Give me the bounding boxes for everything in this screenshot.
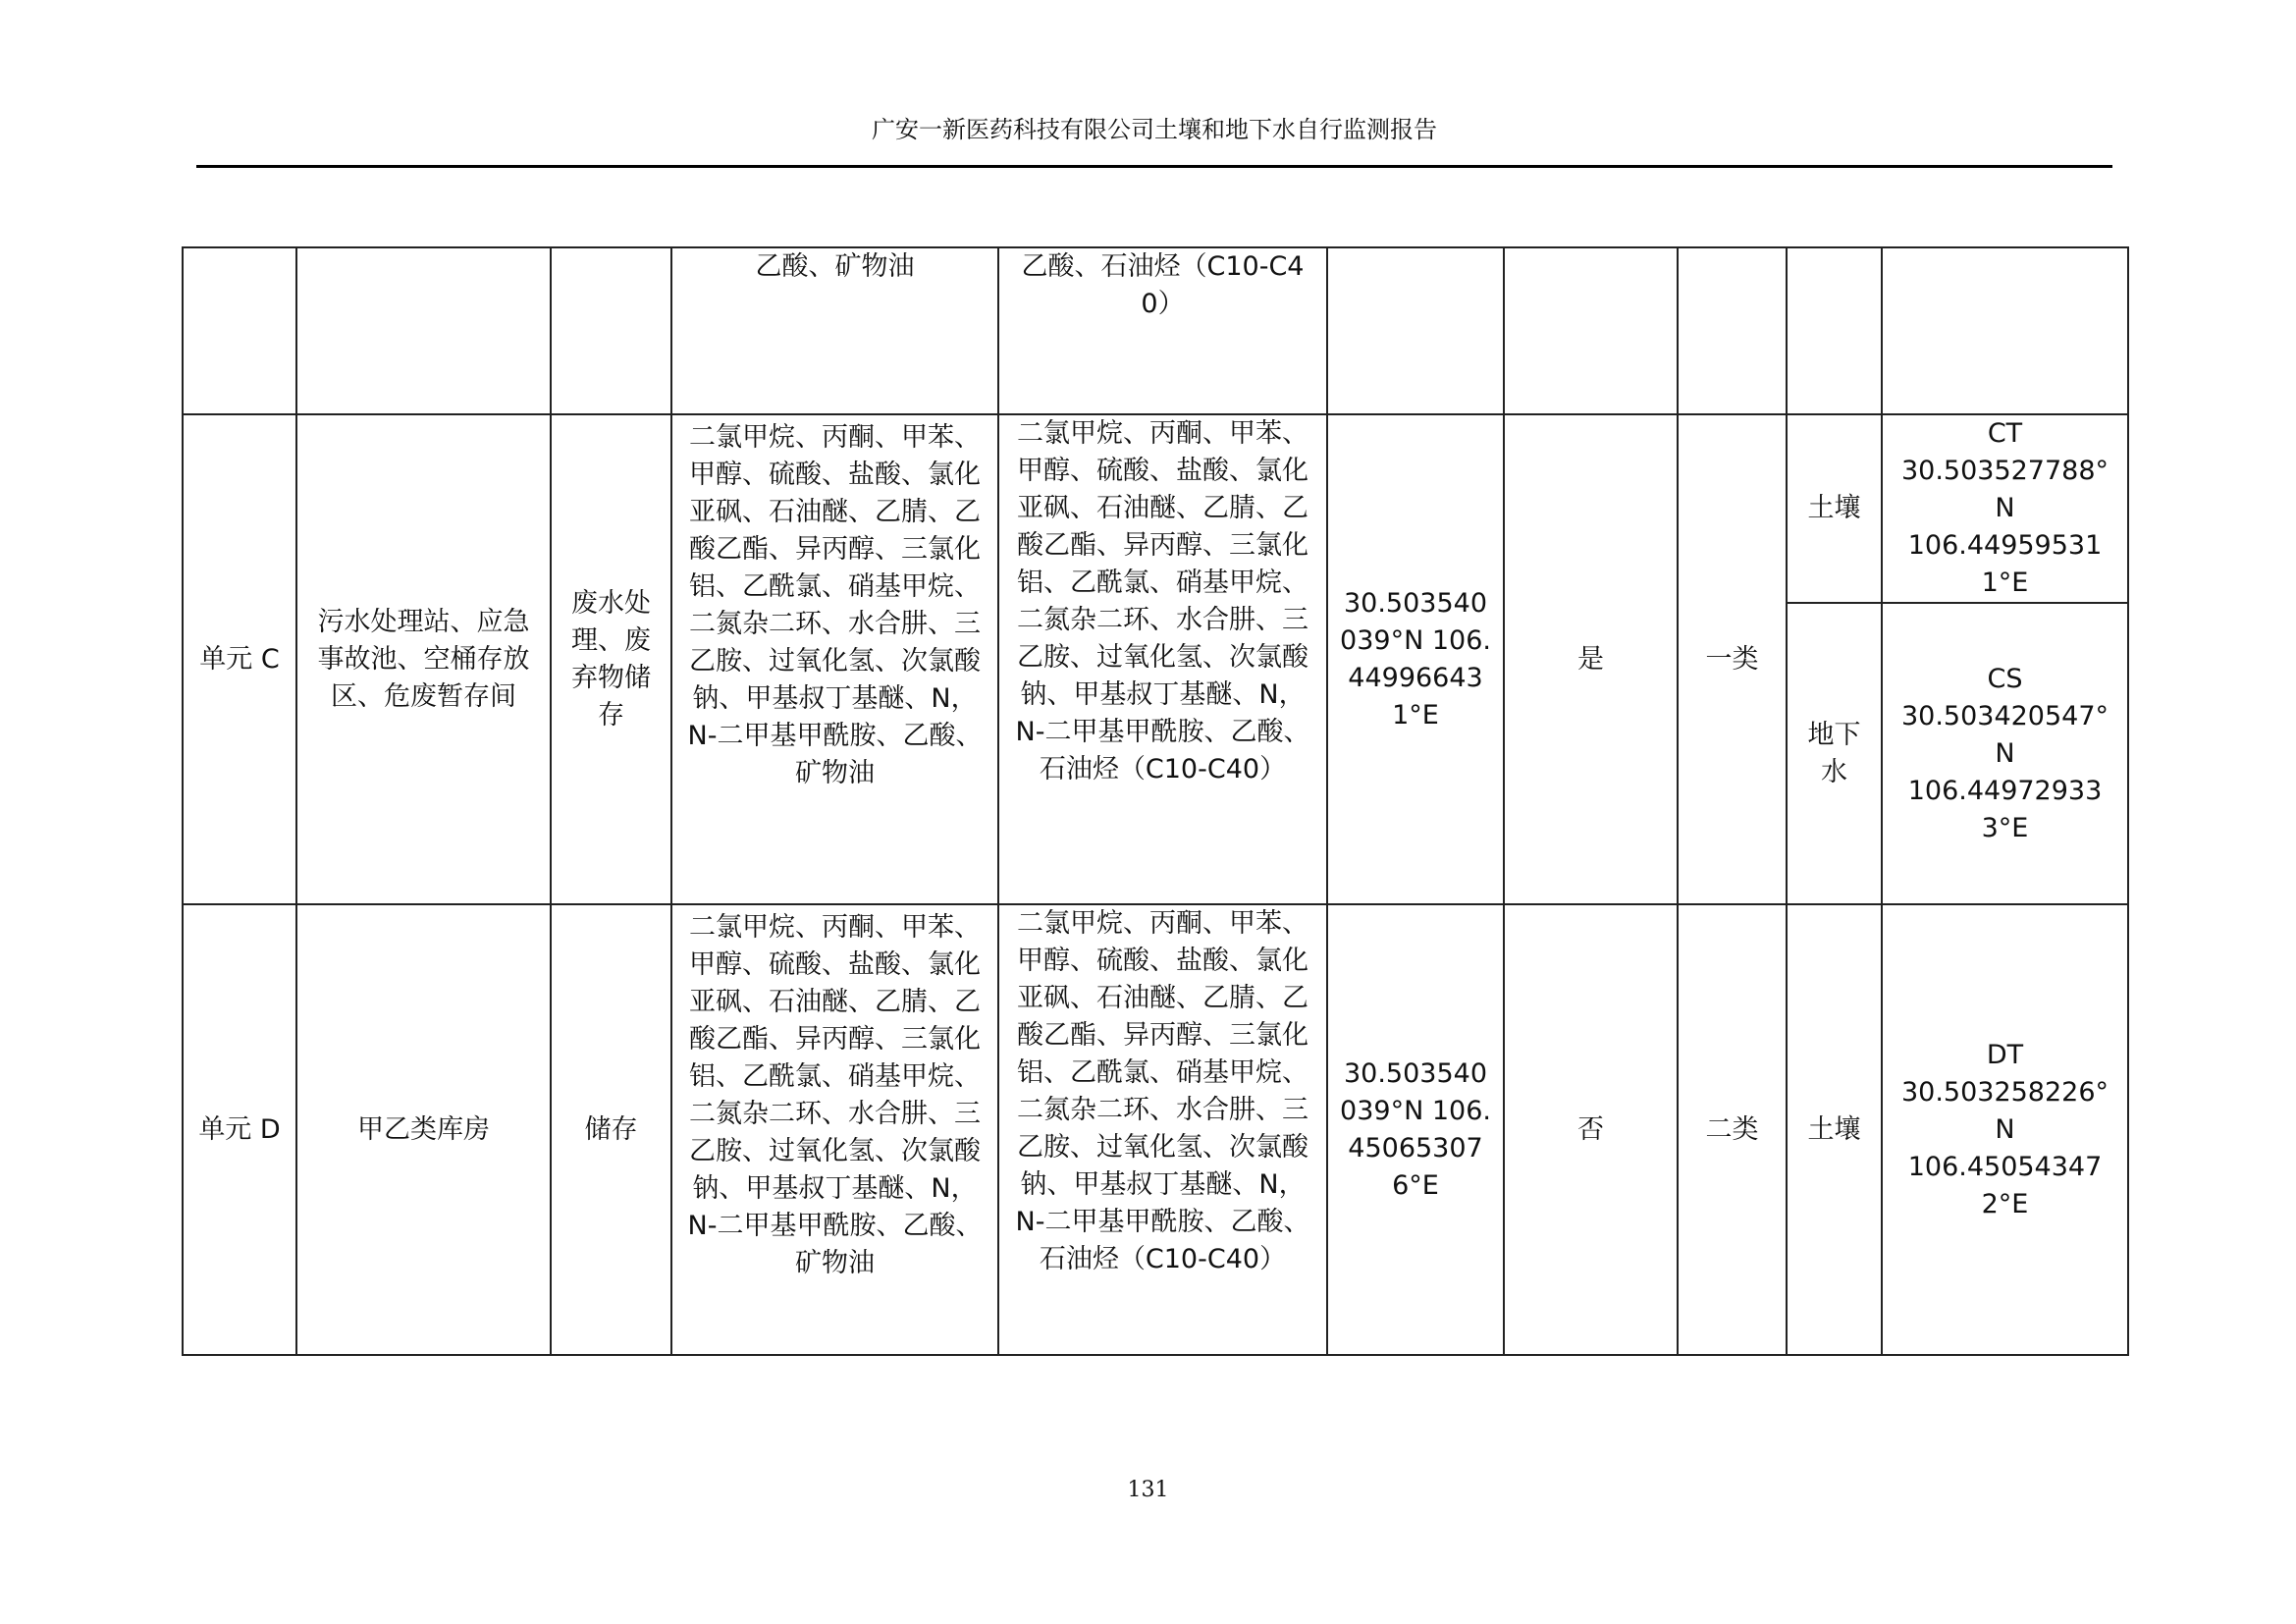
cell-pollutants-c: 二氯甲烷、丙酮、甲苯、甲醇、硫酸、盐酸、氯化亚砜、石油醚、乙腈、乙酸乙酯、异丙醇、三氯化铝、乙酰氯、硝基甲烷、二氮杂二环、水合肼、三乙胺、过氧化氢、次氯酸钠、甲基叔丁基醚、N，N-二甲基甲酰胺、乙酸、矿物油 [671,414,998,904]
cell-facility-d: 甲乙类库房 [296,904,551,1355]
cell-function-d: 储存 [551,904,671,1355]
cell-medium [1787,247,1882,414]
sample-id: DT [1986,1039,2024,1070]
cell-hidden [1504,247,1678,414]
cell-unit-d: 单元 D [183,904,296,1355]
cell-medium-soil-c: 土壤 [1787,414,1882,603]
sample-latitude: 30.503420547°N [1900,700,2109,769]
cell-category [1678,247,1787,414]
sample-id: CT [1987,418,2023,449]
cell-medium-soil-d: 土壤 [1787,904,1882,1355]
page-number: 131 [1127,1478,1169,1502]
cell-function-c: 废水处理、废弃物储存 [551,414,671,904]
cell-sample-point [1882,247,2128,414]
cell-location [1327,247,1504,414]
cell-category-c: 一类 [1678,414,1787,904]
cell-location-d: 30.503540039°N 106.450653076°E [1327,904,1504,1355]
cell-function [551,247,671,414]
table-row-continued [183,247,2128,414]
sample-id: CS [1987,663,2023,694]
cell-facility-c: 污水处理站、应急事故池、空桶存放区、危废暂存间 [296,414,551,904]
cell-unit [183,247,296,414]
table-row-unit-c [183,414,2128,603]
table-row-unit-d [183,904,2128,1355]
cell-facility [296,247,551,414]
sample-latitude: 30.503527788°N [1900,456,2109,523]
report-header-title: 广安一新医药科技有限公司土壤和地下水自行监测报告 [872,116,1437,143]
sample-longitude: 106.449729333°E [1907,775,2103,843]
cell-indicators: 乙酸、石油烃（C10-C40） [998,247,1327,414]
cell-pollutants-d: 二氯甲烷、丙酮、甲苯、甲醇、硫酸、盐酸、氯化亚砜、石油醚、乙腈、乙酸乙酯、异丙醇、三氯化铝、乙酰氯、硝基甲烷、二氮杂二环、水合肼、三乙胺、过氧化氢、次氯酸钠、甲基叔丁基醚、N，N-二甲基甲酰胺、乙酸、矿物油 [671,904,998,1355]
cell-category-d: 二类 [1678,904,1787,1355]
cell-sample-point-ct [1882,414,2128,603]
sample-latitude: 30.503258226°N [1900,1076,2109,1145]
cell-pollutants: 乙酸、矿物油 [671,247,998,414]
header-rule [196,165,2112,168]
cell-indicators-d: 二氯甲烷、丙酮、甲苯、甲醇、硫酸、盐酸、氯化亚砜、石油醚、乙腈、乙酸乙酯、异丙醇、三氯化铝、乙酰氯、硝基甲烷、二氮杂二环、水合肼、三乙胺、过氧化氢、次氯酸钠、甲基叔丁基醚、N，N-二甲基甲酰胺、乙酸、石油烃（C10-C40） [998,904,1327,1355]
cell-sample-point-cs [1882,603,2128,904]
sample-longitude: 106.450543472°E [1907,1151,2103,1219]
cell-medium-groundwater-c: 地下水 [1787,603,1882,904]
cell-sample-point-dt [1882,904,2128,1355]
cell-hidden-c: 是 [1504,414,1678,904]
cell-unit-c: 单元 C [183,414,296,904]
sample-longitude: 106.449595311°E [1907,530,2103,598]
monitoring-table [182,246,2129,1356]
cell-indicators-c: 二氯甲烷、丙酮、甲苯、甲醇、硫酸、盐酸、氯化亚砜、石油醚、乙腈、乙酸乙酯、异丙醇、三氯化铝、乙酰氯、硝基甲烷、二氮杂二环、水合肼、三乙胺、过氧化氢、次氯酸钠、甲基叔丁基醚、N，N-二甲基甲酰胺、乙酸、石油烃（C10-C40） [998,414,1327,904]
cell-location-c: 30.503540039°N 106.449966431°E [1327,414,1504,904]
cell-hidden-d: 否 [1504,904,1678,1355]
